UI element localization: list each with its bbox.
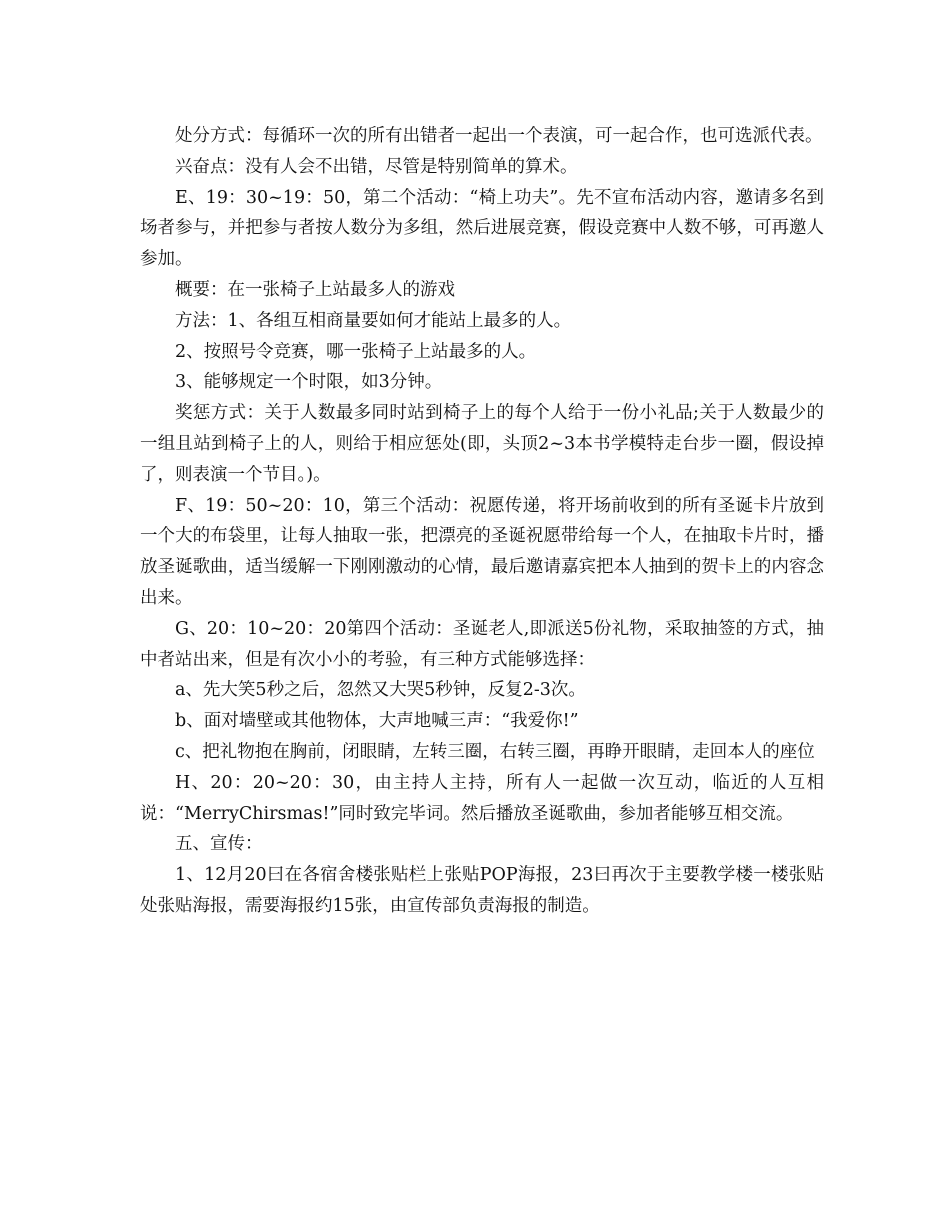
paragraph-publicity-1: 1、12月20曰在各宿舍楼张贴栏上张贴POP海报，23曰再次于主要教学楼一楼张贴处张贴海报，需要海报约15张，由宣传部负责海报的制造。	[140, 865, 824, 916]
paragraph-activity-f: F、19：50~20：10，第三个活动：祝愿传递，将开场前收到的所有圣诞卡片放到一个大的布袋里，让每人抽取一张，把漂亮的圣诞祝愿带给每一个人，在抽取卡片时，播放圣诞歌曲，适当缓解一下刚刚激动的心情，最后邀请嘉宾把本人抽到的贺卡上的内容念出来。	[140, 495, 824, 608]
paragraph-method-1: 方法：1、各组互相商量要如何才能站上最多的人。	[175, 310, 572, 331]
paragraph-summary: 概要：在一张椅子上站最多人的游戏	[175, 279, 455, 300]
paragraph-option-c: c、把礼物抱在胸前，闭眼睛，左转三圈，右转三圈，再睁开眼睛，走回本人的座位	[175, 741, 815, 762]
paragraph-highlight: 兴奋点：没有人会不出错，尽管是特别简单的算术。	[175, 156, 578, 177]
paragraph-option-b: b、面对墙壁或其他物体，大声地喊三声：“我爱你!”	[175, 711, 579, 732]
paragraph-option-a: a、先大笑5秒之后，忽然又大哭5秒钟，反复2-3次。	[175, 680, 586, 701]
paragraph-activity-h: H、20：20~20：30，由主持人主持，所有人一起做一次互动，临近的人互相说：“MerryChirsmas!”同时致完毕词。然后播放圣诞歌曲，参加者能够互相交流。	[140, 772, 824, 824]
paragraph-activity-e: E、19：30~19：50，第二个活动：“椅上功夫”。先不宣布活动内容，邀请多名到场者参与，并把参与者按人数分为多组，然后进展竞赛，假设竞赛中人数不够，可再邀人参加。	[140, 187, 824, 270]
paragraph-penalty: 处分方式：每循环一次的所有出错者一起出一个表演，可一起合作，也可选派代表。	[175, 126, 823, 146]
paragraph-activity-g: G、20：10~20：20第四个活动：圣诞老人,即派送5份礼物，采取抽签的方式，抽中者站出来，但是有次小小的考验，有三种方式能够选择：	[140, 618, 824, 670]
paragraph-method-3: 3、能够规定一个时限，如3分钟。	[175, 372, 443, 393]
section-heading-publicity: 五、宣传：	[175, 834, 263, 855]
paragraph-reward-penalty: 奖惩方式：关于人数最多同时站到椅子上的每个人给于一份小礼品;关于人数最少的一组且站到椅子上的人，则给于相应惩处(即，头顶2~3本书学模特走台步一圈，假设掉了，则表演一个节目。)。	[140, 403, 824, 485]
document-page	[140, 121, 824, 922]
paragraph-method-2: 2、按照号令竞赛，哪一张椅子上站最多的人。	[175, 341, 537, 362]
